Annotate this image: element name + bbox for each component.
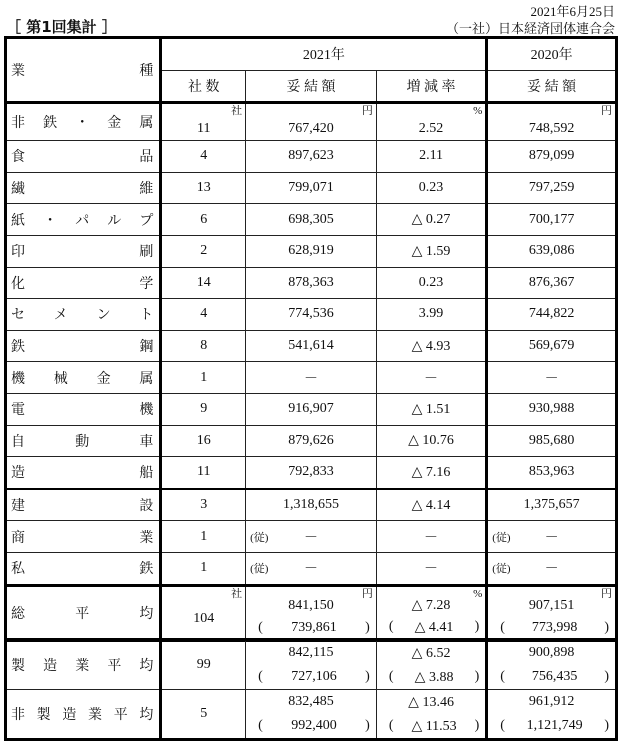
amount-cell-value: －: [303, 562, 318, 578]
change-cell-prior-number: △ 3.88: [414, 669, 454, 685]
companies-cell-value: 1: [200, 560, 208, 576]
amount-cell-prior-value: [250, 620, 372, 636]
amount-cell: [246, 393, 377, 425]
close-paren: ): [365, 718, 370, 733]
amount-prev-cell-value: 876,367: [528, 274, 575, 290]
unit-label: 円: [361, 587, 373, 600]
industry-label: 繊維: [11, 182, 154, 198]
amount-cell-value: 792,833: [288, 464, 334, 480]
amount-cell-prior-number: 739,861: [291, 619, 337, 635]
change-cell-value: －: [424, 562, 439, 578]
change-cell: [376, 489, 486, 521]
industry-cell: [6, 489, 161, 521]
industry-cell: [6, 552, 161, 585]
industry-label: 造船: [11, 466, 154, 482]
change-cell-value: △ 10.76: [408, 433, 454, 449]
open-paren: (: [388, 619, 394, 634]
companies-cell-value: 1: [200, 528, 208, 544]
amount-cell-prior-number: 992,400: [291, 718, 337, 733]
report-header: [0, 0, 623, 36]
change-cell-value: △ 7.28: [411, 598, 451, 613]
amount-prev-cell: [487, 489, 617, 521]
change-cell-prior-value: [381, 669, 481, 686]
change-cell: [376, 235, 486, 267]
amount-prev-cell: [487, 552, 617, 585]
industry-cell: [6, 235, 161, 267]
amount-prev-cell-value: 961,912: [528, 694, 575, 709]
amount-prev-cell-prior-number: 1,121,749: [526, 718, 583, 733]
amount-cell: [246, 362, 377, 394]
amount-cell: [246, 690, 377, 740]
amount-cell-value: 628,919: [288, 243, 334, 259]
companies-cell-value: 11: [197, 121, 211, 137]
companies-cell: [161, 640, 246, 690]
close-paren: ): [474, 668, 480, 684]
companies-cell-value: 8: [200, 338, 208, 354]
amount-cell: [246, 640, 377, 690]
change-cell-value: 2.52: [418, 121, 444, 137]
change-cell: [376, 690, 486, 740]
amount-cell: [246, 521, 377, 553]
companies-cell: [161, 690, 246, 740]
companies-cell-value: 14: [196, 274, 211, 290]
amount-cell: [246, 235, 377, 267]
amount-cell-value: 841,150: [288, 597, 334, 613]
amount-prev-cell: [487, 690, 617, 740]
amount-cell-value: 698,305: [288, 211, 334, 227]
close-paren: ): [365, 669, 370, 684]
change-cell-value: 0.23: [418, 274, 444, 290]
unit-label: %: [473, 105, 483, 118]
industry-cell: [6, 640, 161, 690]
amount-prev-cell-value: －: [544, 530, 559, 546]
industry-label: 総平均: [11, 606, 154, 622]
amount-cell: [246, 141, 377, 173]
industry-label: 非鉄・金属: [11, 116, 154, 132]
change-cell-value: △ 1.59: [411, 243, 451, 259]
change-cell: [376, 204, 486, 236]
organization-name: （一社）日本経済団体連合会: [445, 21, 615, 36]
amount-prev-cell-prior-value: [492, 620, 611, 636]
industry-label: 建設: [11, 499, 154, 515]
table-row: [6, 362, 617, 394]
amount-cell: [246, 267, 377, 299]
table-row: [6, 141, 617, 173]
table-row: [6, 299, 617, 331]
amount-cell-value: 842,115: [288, 645, 334, 660]
amount-cell-prior-value: [250, 669, 372, 685]
amount-cell: [246, 457, 377, 489]
amount-prev-cell: [487, 141, 617, 173]
open-paren: (: [388, 717, 394, 733]
industry-cell: [6, 585, 161, 640]
industry-cell: [6, 204, 161, 236]
amount-prev-cell-prior-number: 773,998: [531, 619, 578, 635]
close-paren: ): [604, 669, 609, 684]
change-cell-value: △ 0.27: [411, 212, 451, 228]
unit-label: 社: [231, 105, 243, 118]
from-mark: (従): [250, 531, 269, 544]
amount-prev-cell-value: 985,680: [528, 432, 575, 448]
industry-cell: [6, 299, 161, 331]
amount-cell-stack: [250, 690, 372, 738]
amount-cell-value: 879,626: [288, 432, 334, 448]
change-cell-stack: [381, 641, 481, 689]
amount-cell-value: 897,623: [288, 148, 334, 164]
unit-label: 円: [361, 105, 373, 118]
change-cell: [376, 172, 486, 204]
amount-prev-header: 妥 結 額: [487, 70, 617, 103]
close-paren: ): [604, 718, 609, 733]
open-paren: (: [258, 619, 263, 635]
companies-cell-value: 1: [200, 369, 208, 385]
change-cell-value: －: [424, 371, 439, 387]
amount-prev-cell: [487, 521, 617, 553]
companies-cell-value: 13: [196, 180, 211, 196]
report-title: ［ 第1回集計 ］: [6, 18, 117, 36]
companies-cell: [161, 330, 246, 362]
industry-cell: [6, 362, 161, 394]
amount-prev-cell-value: －: [544, 562, 559, 578]
companies-cell-value: 2: [200, 243, 208, 259]
table-row: [6, 103, 617, 141]
industry-label: 紙・パルプ: [11, 213, 154, 229]
amount-cell-value: 774,536: [288, 306, 334, 322]
change-cell: [376, 425, 486, 457]
amount-cell-value: 1,318,655: [282, 497, 339, 513]
companies-value: 5: [200, 706, 208, 721]
table-row: [6, 235, 617, 267]
table-row: [6, 457, 617, 489]
amount-cell-value: 767,420: [288, 121, 334, 137]
open-paren: (: [500, 718, 505, 733]
industry-label: 電機: [11, 403, 154, 419]
industry-label: 製造業平均: [11, 659, 154, 674]
change-cell: [376, 267, 486, 299]
change-cell-value: 2.11: [419, 148, 444, 164]
change-cell-stack: [381, 690, 481, 738]
amount-cell-value: 878,363: [288, 274, 334, 290]
companies-cell: [161, 585, 246, 640]
industry-label: 食品: [11, 150, 154, 166]
companies-cell: [161, 457, 246, 489]
wage-settlement-table: [4, 36, 618, 642]
companies-cell-value: 16: [196, 432, 211, 448]
amount-prev-cell-value: －: [544, 371, 559, 387]
year-prev-header: 2020年: [487, 38, 617, 71]
change-cell: [376, 457, 486, 489]
change-cell: [376, 299, 486, 331]
total-row: [6, 640, 617, 690]
amount-prev-cell-prior-number: 756,435: [531, 669, 578, 684]
amount-prev-cell-stack: [492, 690, 611, 738]
open-paren: (: [258, 669, 263, 684]
industry-label: 商業: [11, 530, 154, 546]
industry-label: セメント: [11, 308, 154, 324]
amount-cell: [246, 172, 377, 204]
amount-cell-stack: [250, 587, 372, 639]
industry-label: 鉄鋼: [11, 340, 154, 356]
industry-header: [6, 38, 161, 103]
companies-cell: [161, 552, 246, 585]
close-paren: ): [474, 619, 480, 634]
amount-prev-cell-stack: [492, 641, 611, 689]
companies-cell: [161, 267, 246, 299]
amount-cell-value: 541,614: [288, 338, 334, 354]
table-row: [6, 552, 617, 585]
companies-cell-value: 11: [197, 464, 211, 480]
table-row: [6, 172, 617, 204]
industry-label: 非製造業平均: [11, 708, 154, 723]
industry-cell: [6, 393, 161, 425]
change-cell-value: △ 4.14: [411, 497, 451, 513]
amount-prev-cell-prior-value: [492, 669, 611, 685]
table-row: [6, 204, 617, 236]
change-cell-value: △ 6.52: [411, 645, 451, 661]
amount-prev-cell-value: 700,177: [528, 211, 575, 227]
amount-prev-cell-prior-value: [492, 718, 611, 734]
companies-value: 99: [196, 657, 211, 672]
industry-cell: [6, 521, 161, 553]
change-cell-prior-number: △ 11.53: [411, 718, 457, 734]
companies-cell: [161, 362, 246, 394]
change-header: 増 減 率: [376, 70, 486, 103]
amount-prev-cell-value: 569,679: [528, 338, 575, 354]
amount-cell-value: －: [303, 530, 318, 546]
companies-cell: [161, 393, 246, 425]
industry-cell: [6, 690, 161, 740]
table-row: [6, 521, 617, 553]
change-cell-value: 0.23: [418, 180, 444, 196]
amount-prev-cell: [487, 267, 617, 299]
amount-cell: [246, 330, 377, 362]
total-row: [6, 585, 617, 640]
industry-cell: [6, 425, 161, 457]
amount-prev-cell-value: 797,259: [528, 180, 575, 196]
open-paren: (: [388, 668, 394, 684]
open-paren: (: [500, 669, 505, 684]
from-mark: (従): [492, 531, 511, 544]
companies-header: 社 数: [161, 70, 246, 103]
amount-prev-cell-value: 930,988: [528, 401, 575, 417]
open-paren: (: [500, 619, 505, 635]
sector-average-table: [4, 638, 618, 741]
companies-cell: [161, 299, 246, 331]
open-paren: (: [258, 718, 263, 733]
close-paren: ): [604, 619, 609, 635]
amount-prev-cell-value: 879,099: [528, 148, 575, 164]
table-row: [6, 330, 617, 362]
companies-cell-value: 3: [200, 497, 208, 513]
from-mark: (従): [492, 563, 511, 576]
companies-cell: [161, 489, 246, 521]
amount-prev-cell: [487, 585, 617, 640]
total-row: [6, 690, 617, 740]
report-date: 2021年6月25日: [530, 4, 615, 19]
amount-prev-cell-value: 853,963: [528, 464, 575, 480]
change-cell: [376, 521, 486, 553]
close-paren: ): [474, 717, 480, 733]
unit-label: 円: [601, 587, 612, 600]
amount-prev-cell: [487, 299, 617, 331]
companies-cell-value: 9: [200, 401, 208, 417]
amount-prev-cell-value: 744,822: [528, 306, 575, 322]
change-cell: [376, 362, 486, 394]
change-cell-value: △ 4.93: [411, 338, 451, 354]
change-cell-value: －: [424, 530, 439, 546]
amount-cell-prior-value: [250, 718, 372, 734]
amount-prev-cell: [487, 204, 617, 236]
amount-cell-prior-number: 727,106: [291, 669, 337, 684]
change-cell-value: △ 7.16: [411, 464, 451, 480]
industry-label: 化学: [11, 276, 154, 292]
companies-cell-value: 4: [200, 148, 208, 164]
amount-prev-cell: [487, 362, 617, 394]
companies-cell: [161, 235, 246, 267]
change-cell: [376, 552, 486, 585]
amount-prev-cell: [487, 103, 617, 141]
amount-cell-value: 799,071: [288, 180, 334, 196]
companies-cell: [161, 204, 246, 236]
amount-prev-cell: [487, 330, 617, 362]
change-cell: [376, 103, 486, 141]
industry-cell: [6, 141, 161, 173]
companies-cell: [161, 425, 246, 457]
companies-cell: [161, 172, 246, 204]
companies-cell: [161, 141, 246, 173]
unit-label: 社: [231, 587, 243, 600]
change-cell-value: △ 13.46: [408, 694, 454, 710]
change-cell: [376, 141, 486, 173]
amount-cell-stack: [250, 641, 372, 689]
change-cell-value: 3.99: [418, 306, 444, 322]
year-current-header: 2021年: [161, 38, 487, 71]
industry-label: 印刷: [11, 245, 154, 261]
close-paren: ): [365, 619, 370, 635]
change-cell-value: △ 1.51: [411, 401, 451, 417]
table-row: [6, 393, 617, 425]
change-cell: [376, 330, 486, 362]
table-row: [6, 267, 617, 299]
industry-cell: [6, 330, 161, 362]
industry-cell: [6, 103, 161, 141]
industry-label: 自動車: [11, 434, 154, 450]
unit-label: %: [473, 587, 483, 600]
amount-cell: [246, 103, 377, 141]
companies-value: 104: [193, 610, 215, 626]
change-cell-prior-value: [381, 619, 481, 636]
amount-prev-cell: [487, 172, 617, 204]
amount-cell-value: 916,907: [288, 401, 334, 417]
table-row: [6, 489, 617, 521]
amount-prev-cell-value: 900,898: [528, 645, 575, 660]
amount-prev-cell: [487, 393, 617, 425]
change-cell-stack: [381, 587, 481, 639]
companies-cell: [161, 103, 246, 141]
amount-prev-cell: [487, 235, 617, 267]
amount-prev-cell: [487, 457, 617, 489]
change-cell: [376, 393, 486, 425]
amount-cell: [246, 425, 377, 457]
industry-cell: [6, 267, 161, 299]
amount-prev-cell-value: 639,086: [528, 243, 575, 259]
unit-label: 円: [601, 105, 612, 118]
change-cell: [376, 640, 486, 690]
amount-cell: [246, 299, 377, 331]
change-cell-prior-value: [381, 718, 481, 735]
amount-prev-cell-stack: [492, 587, 611, 639]
amount-header: 妥 結 額: [246, 70, 377, 103]
amount-prev-cell-value: 907,151: [528, 597, 575, 613]
amount-cell: [246, 552, 377, 585]
companies-cell-value: 4: [200, 306, 208, 322]
amount-cell-value: －: [303, 371, 318, 387]
amount-cell: [246, 585, 377, 640]
industry-label: 機械金属: [11, 371, 154, 387]
change-cell-prior-number: △ 4.41: [414, 620, 454, 635]
table-row: [6, 425, 617, 457]
industry-cell: [6, 457, 161, 489]
companies-cell-value: 6: [200, 211, 208, 227]
companies-cell: [161, 521, 246, 553]
industry-header-label: 業種: [11, 64, 154, 80]
amount-prev-cell-value: 748,592: [528, 121, 575, 137]
amount-prev-cell-value: 1,375,657: [523, 497, 580, 513]
from-mark: (従): [250, 563, 269, 576]
industry-label: 私鉄: [11, 562, 154, 578]
amount-cell-value: 832,485: [288, 694, 334, 709]
change-cell: [376, 585, 486, 640]
amount-prev-cell: [487, 425, 617, 457]
industry-cell: [6, 172, 161, 204]
amount-cell: [246, 489, 377, 521]
amount-prev-cell: [487, 640, 617, 690]
amount-cell: [246, 204, 377, 236]
